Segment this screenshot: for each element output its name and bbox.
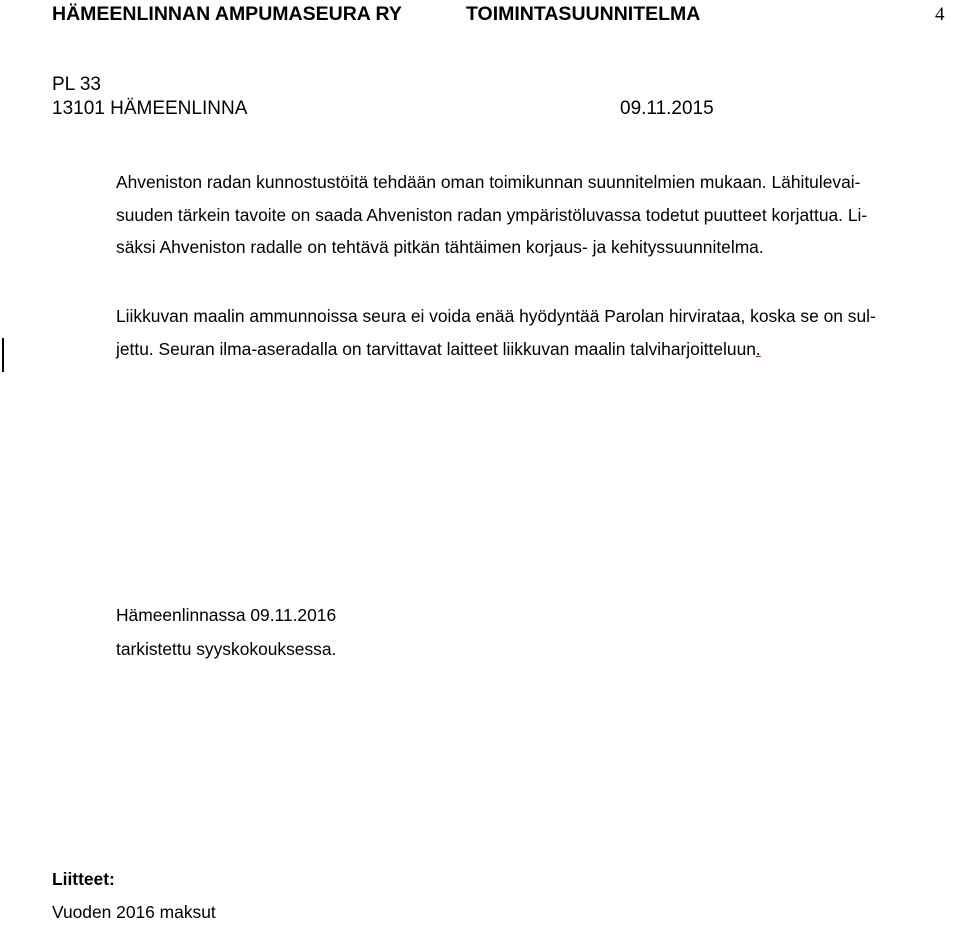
po-box: PL 33 [52, 74, 101, 95]
attachment-item: Vuoden 2016 maksut [52, 902, 216, 922]
page-number: 4 [935, 4, 945, 25]
paragraph-line: Liikkuvan maalin ammunnoissa seura ei voida enää hyödyntää Parolan hirvirataa, koska se on sul- [116, 306, 876, 326]
paragraph-maintenance [116, 166, 956, 264]
paragraph-line: Ahveniston radan kunnostustöitä tehdään oman toimikunnan suunnitelmien mukaan. Lähitulevai- [116, 172, 861, 192]
paragraph-line [116, 333, 956, 366]
paragraph-line-text: jettu. Seuran ilma-aseradalla on tarvittavat laitteet liikkuvan maalin talviharjoitteluun [116, 338, 756, 359]
postal-city: 13101 HÄMEENLINNA [52, 98, 248, 119]
paragraph-line: suuden tärkein tavoite on saada Ahveniston radan ympäristöluvassa todetut puutteet korjattua. Li- [116, 204, 868, 225]
paragraph-line: säksi Ahveniston radalle on tehtävä pitkän tähtäimen korjaus- ja kehityssuunnitelma. [116, 237, 764, 258]
document-date: 09.11.2015 [620, 98, 714, 119]
signature-note: tarkistettu syyskokouksessa. [116, 639, 337, 659]
revision-change-bar [2, 338, 4, 372]
attachments-title: Liitteet: [52, 869, 115, 889]
paragraph-moving-target [116, 300, 956, 365]
organization-name: HÄMEENLINNAN AMPUMASEURA RY [52, 3, 402, 25]
signature-place-date: Hämeenlinnassa 09.11.2016 [116, 605, 337, 625]
inserted-period: . [755, 338, 761, 359]
document-type: TOIMINTASUUNNITELMA [466, 3, 701, 25]
